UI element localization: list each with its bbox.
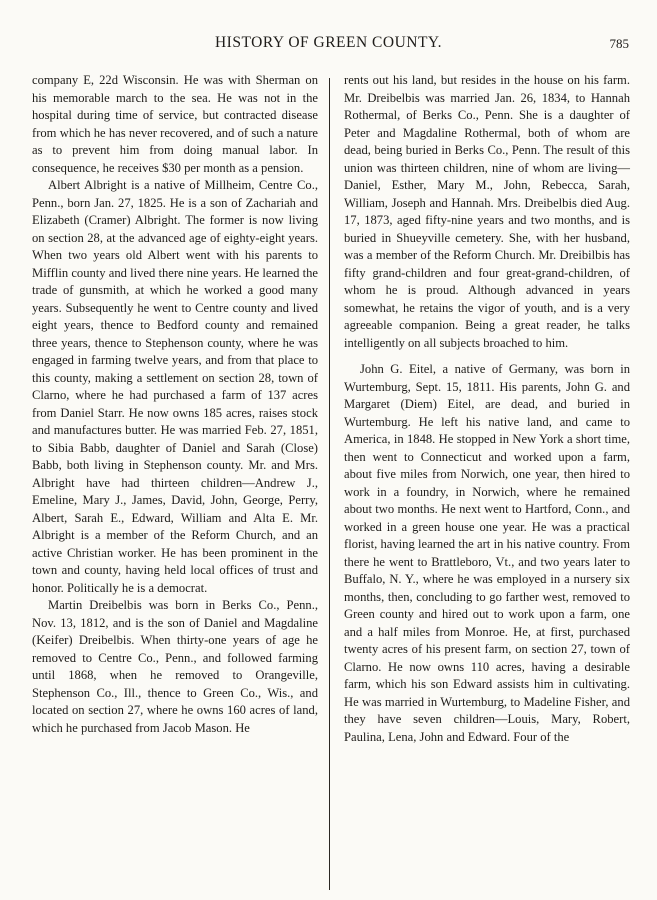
paragraph-continuation: company E, 22d Wisconsin. He was with Sherman on his memorable march to the sea. He was not in the hospital during time of service, but contracted disease from which he has never recovered, and of such a nature as to prevent him from doing manual labor. In consequence, he receives $30 per month as a pension. <box>32 73 318 175</box>
left-column <box>32 72 318 892</box>
text-columns <box>32 72 632 894</box>
running-title: HISTORY OF GREEN COUNTY. <box>214 34 443 51</box>
paragraph-dreibelbis-continued: rents out his land, but resides in the house on his farm. Mr. Dreibelbis was married Jan. 26, 1834, to Hannah Rothermal, of Berks Co., Penn. She is a daughter of Peter and Magdaline Rothermal, both of whom are dead, being buried in Berks Co., Penn. The result of this union was thirteen children, nine of whom are living—Daniel, Esther, Mary M., John, Rebecca, Sarah, William, Joseph and Hannah. Mrs. Dreibelbis died Aug. 17, 1873, aged fifty-nine years and two months, and is buried in Shueyville cemetery. She, with her husband, was a member of the Reform Church. Mr. Dreibilbis has fifty grand-children and four great-grand-children, of whom he is proud. Although advanced in years somewhat, he retains the vigor of youth, and is a very agreeable companion. Being a great reader, he talks intelligently on all subjects broached to him. <box>344 73 630 350</box>
column-divider <box>329 78 330 890</box>
running-head <box>0 34 657 54</box>
paragraph-john-eitel: John G. Eitel, a native of Germany, was born in Wurtemburg, Sept. 15, 1811. His parents, John G. and Margaret (Diem) Eitel, are dead, and buried in Wurtemburg. He left his native land, and came to America, in 1848. He stopped in New York a short time, then went to Connecticut and worked upon a farm, about five miles from Norwich, one year, then hired to work in a foundry, in Norwich, where he remained about two months. He next went to Hartford, Conn., and worked in a green house one year. He was a practical florist, having learned the art in his native country. From there he went to Brattleboro, Vt., and two years later to Buffalo, N. Y., where he was employed in a nursery six months, then, concluding to go farther west, removed to Green county and hired out to work upon a farm, one and a half miles from Monroe. He, at first, purchased twenty acres of his present farm, on section 27, town of Clarno. He now owns 110 acres, having a desirable farm, which his son Edward assists him in cultivating. He was married in Wurtemburg, to Madeline Fisher, and they have seven children—Louis, Mary, Robert, Paulina, Lena, John and Edward. Four of the <box>344 362 630 744</box>
paragraph-albert-albright: Albert Albright is a native of Millheim, Centre Co., Penn., born Jan. 27, 1825. He is a son of Zachariah and Elizabeth (Cramer) Albright. The former is now living on section 28, at the advanced age of eighty-eight years. When two years old Albert went with his parents to Mifflin county and lived there nine years. He learned the trade of gunsmith, at which he worked a good many years. Subsequently he went to Centre county and lived eight years, thence to Bedford county and remained three years, thence to Stephenson county, where he was engaged in farming twelve years, and from that place to this county, making a settlement on section 28, town of Clarno, where he had purchased a farm of 137 acres from Daniel Starr. He now owns 185 acres, raises stock and manufactures butter. He was married Feb. 27, 1851, to Sibia Babb, daughter of Daniel and Sarah (Close) Babb, both living in Stephenson county. Mr. and Mrs. Albright have had thirteen children—Andrew J., Emeline, Mary J., James, David, John, George, Perry, Albert, Sarah E., Edward, William and Alta E. Mr. Albright is a member of the Reform Church, and an active Christian worker. He has been prominent in the town and county, having held local offices of trust and honor. Politically he is a democrat. <box>32 178 318 595</box>
paragraph-martin-dreibelbis: Martin Dreibelbis was born in Berks Co., Penn., Nov. 13, 1812, and is the son of Daniel and Magdaline (Keifer) Dreibelbis. When thirty-one years of age he removed to Centre Co., Penn., and followed farming until 1868, when he removed to Orangeville, Stephenson Co., Ill., thence to Green Co., Wis., and located on section 27, where he owns 160 acres of land, which he purchased from Jacob Mason. He <box>32 598 318 735</box>
page-number: 785 <box>609 36 629 51</box>
right-column <box>344 72 630 892</box>
